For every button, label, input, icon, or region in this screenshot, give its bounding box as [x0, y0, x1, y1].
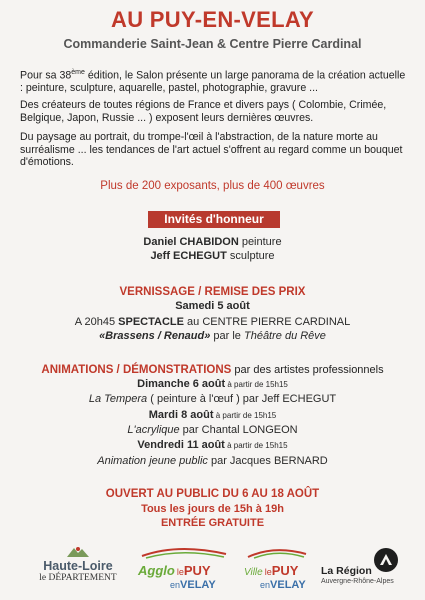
invites-honneur-badge: Invités d'honneur — [148, 211, 280, 228]
guest-2: Jeff ECHEGUT sculpture — [150, 250, 275, 262]
region-aura-logo: La Région Auvergne-Rhône-Alpes — [315, 545, 415, 590]
ouverture-hours: Tous les jours de 15h à 19h — [141, 503, 284, 515]
region-emblem-icon — [373, 547, 399, 573]
vernissage-show: «Brassens / Renaud» par le Théâtre du Rêve — [99, 330, 326, 342]
ouverture-heading: OUVERT AU PUBLIC DU 6 AU 18 AOÛT — [105, 488, 320, 500]
venue-subtitle: Commanderie Saint-Jean & Centre Pierre Cardinal — [63, 37, 362, 51]
animations-heading: ANIMATIONS / DÉMONSTRATIONS par des artistes professionnels — [41, 364, 384, 376]
animation-1-date: Dimanche 6 août à partir de 15h15 — [137, 378, 288, 390]
animation-3-date: Vendredi 11 août à partir de 15h15 — [137, 439, 288, 451]
animation-2-desc: L'acrylique par Chantal LONGEON — [127, 424, 298, 436]
haute-loire-logo: Haute-Loire le DÉPARTEMENT — [28, 545, 128, 590]
sponsor-logos — [0, 545, 425, 595]
intro-paragraph-1: Pour sa 38ème édition, le Salon présente un large panorama de la création actuelle : peinture, sculpture, aquarelle, pastel, photographie, gravure ... — [20, 69, 406, 95]
vernissage-heading: VERNISSAGE / REMISE DES PRIX — [119, 286, 306, 298]
page-title: AU PUY-EN-VELAY — [111, 7, 314, 32]
animation-2-date: Mardi 8 août à partir de 15h15 — [148, 409, 277, 421]
agglo-le-puy-logo: Agglo lePUY enVELAY — [138, 545, 230, 590]
agglo-swoosh-icon — [138, 545, 230, 559]
haute-loire-emblem-icon — [65, 545, 91, 559]
entree-gratuite: ENTRÉE GRATUITE — [160, 517, 265, 529]
intro-paragraph-3: Du paysage au portrait, du trompe-l'œil à l'abstraction, de la nature morte au surréalisme ... les tendances de l'art actuel s'offrent au regard comme un bouquet d'émotions. — [20, 131, 403, 168]
ville-le-puy-logo: Ville lePUY enVELAY — [244, 545, 310, 590]
animation-1-desc: La Tempera ( peinture à l'œuf ) par Jeff ECHEGUT — [88, 393, 337, 405]
vernissage-date: Samedi 5 août — [175, 300, 250, 312]
ville-swoosh-icon — [244, 545, 310, 559]
intro-paragraph-2: Des créateurs de toutes régions de France et divers pays ( Colombie, Crimée, Belgique, Japon, Russie ... ) exposent leurs dernières œuvres. — [20, 99, 387, 124]
exposants-summary: Plus de 200 exposants, plus de 400 œuvres — [100, 180, 325, 192]
animation-3-desc: Animation jeune public par Jacques BERNARD — [97, 455, 328, 467]
vernissage-spectacle: A 20h45 SPECTACLE au CENTRE PIERRE CARDINAL — [74, 316, 351, 328]
guest-1: Daniel CHABIDON peinture — [143, 236, 282, 248]
